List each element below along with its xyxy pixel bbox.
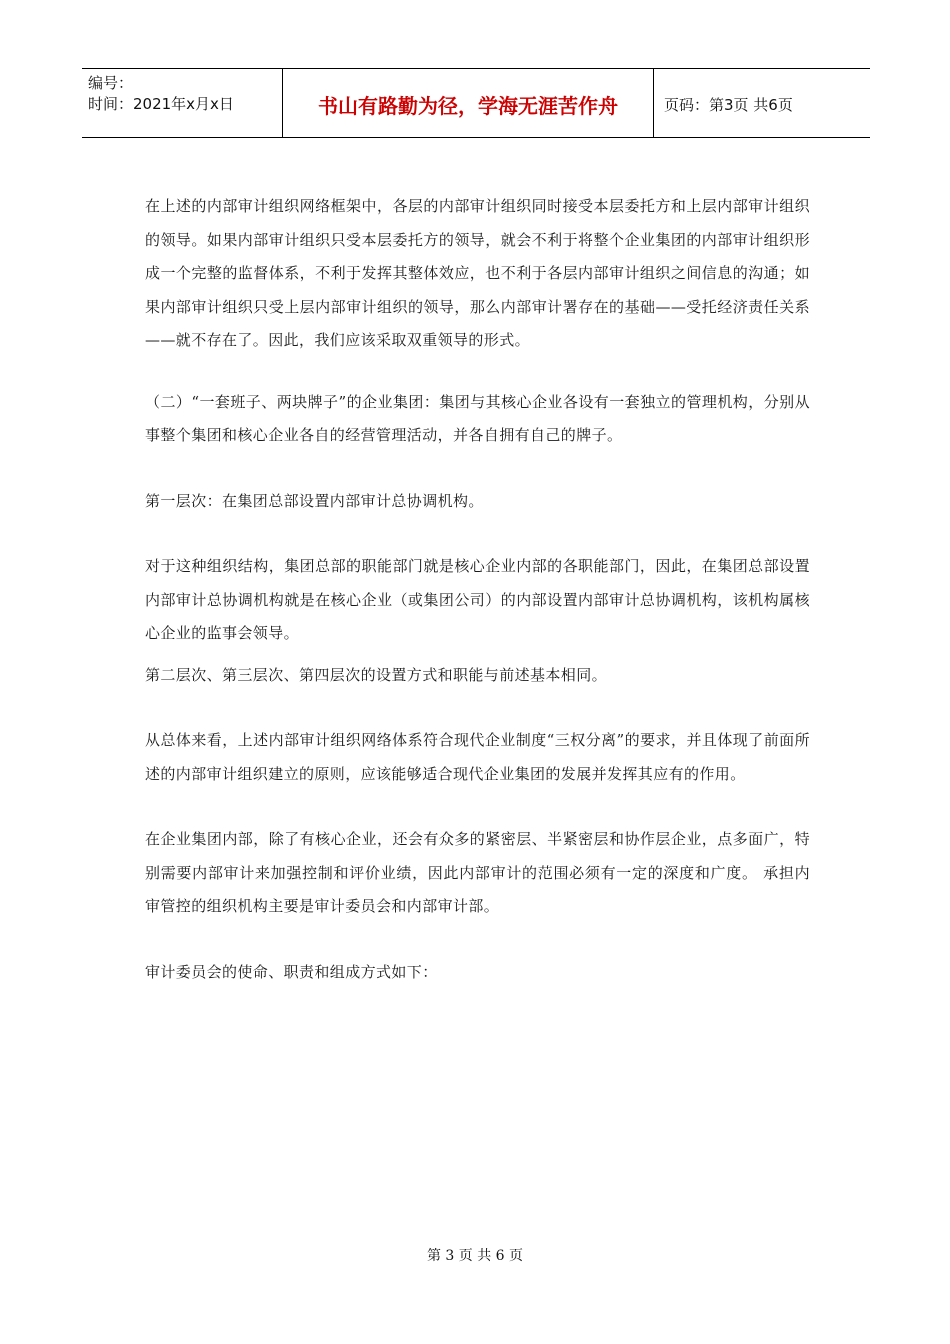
paragraph: 在上述的内部审计组织网络框架中，各层的内部审计组织同时接受本层委托方和上层内部审计组织的领导。如果内部审计组织只受本层委托方的领导，就会不利于将整个企业集团的内部审计组织形成一个完整的监督体系，不利于发挥其整体效应，也不利于各层内部审计组织之间信息的沟通；如果内部审计组织只受上层内部审计组织的领导，那么内部审计署存在的基础——受托经济责任关系——就不存在了。因此，我们应该采取双重领导的形式。	[145, 197, 810, 349]
footer-page-number: 第 3 页 共 6 页	[426, 1248, 524, 1264]
page-footer	[0, 1245, 950, 1265]
number-label: 编号：	[88, 74, 134, 92]
paragraph: 审计委员会的使命、职责和组成方式如下：	[145, 962, 438, 981]
page-header	[82, 68, 870, 138]
time-label: 时间：2021年x月x日	[88, 95, 234, 113]
paragraph: 第一层次：在集团总部设置内部审计总协调机构。	[145, 491, 484, 510]
paragraph: 第二层次、第三层次、第四层次的设置方式和职能与前述基本相同。	[145, 665, 608, 684]
document-body	[145, 190, 810, 989]
paragraph: 在企业集团内部，除了有核心企业，还会有众多的紧密层、半紧密层和协作层企业，点多面广，特别需要内部审计来加强控制和评价业绩，因此内部审计的范围必须有一定的深度和广度。 承担内审管控的组织机构主要是审计委员会和内部审计部。	[145, 830, 810, 915]
header-motto: 书山有路勤为径，学海无涯苦作舟	[282, 69, 654, 137]
paragraph: （二）“一套班子、两块牌子”的企业集团：集团与其核心企业各设有一套独立的管理机构，分别从事整个集团和核心企业各自的经营管理活动，并各自拥有自己的牌子。	[145, 392, 810, 444]
header-page-info: 页码：第3页 共6页	[664, 95, 793, 114]
paragraph: 从总体来看，上述内部审计组织网络体系符合现代企业制度“三权分离”的要求，并且体现了前面所述的内部审计组织建立的原则，应该能够适合现代企业集团的发展并发挥其应有的作用。	[145, 731, 810, 783]
header-meta	[82, 69, 282, 137]
paragraph: 对于这种组织结构，集团总部的职能部门就是核心企业内部的各职能部门，因此，在集团总部设置内部审计总协调机构就是在核心企业（或集团公司）的内部设置内部审计总协调机构，该机构属核心企业的监事会领导。	[145, 557, 810, 642]
